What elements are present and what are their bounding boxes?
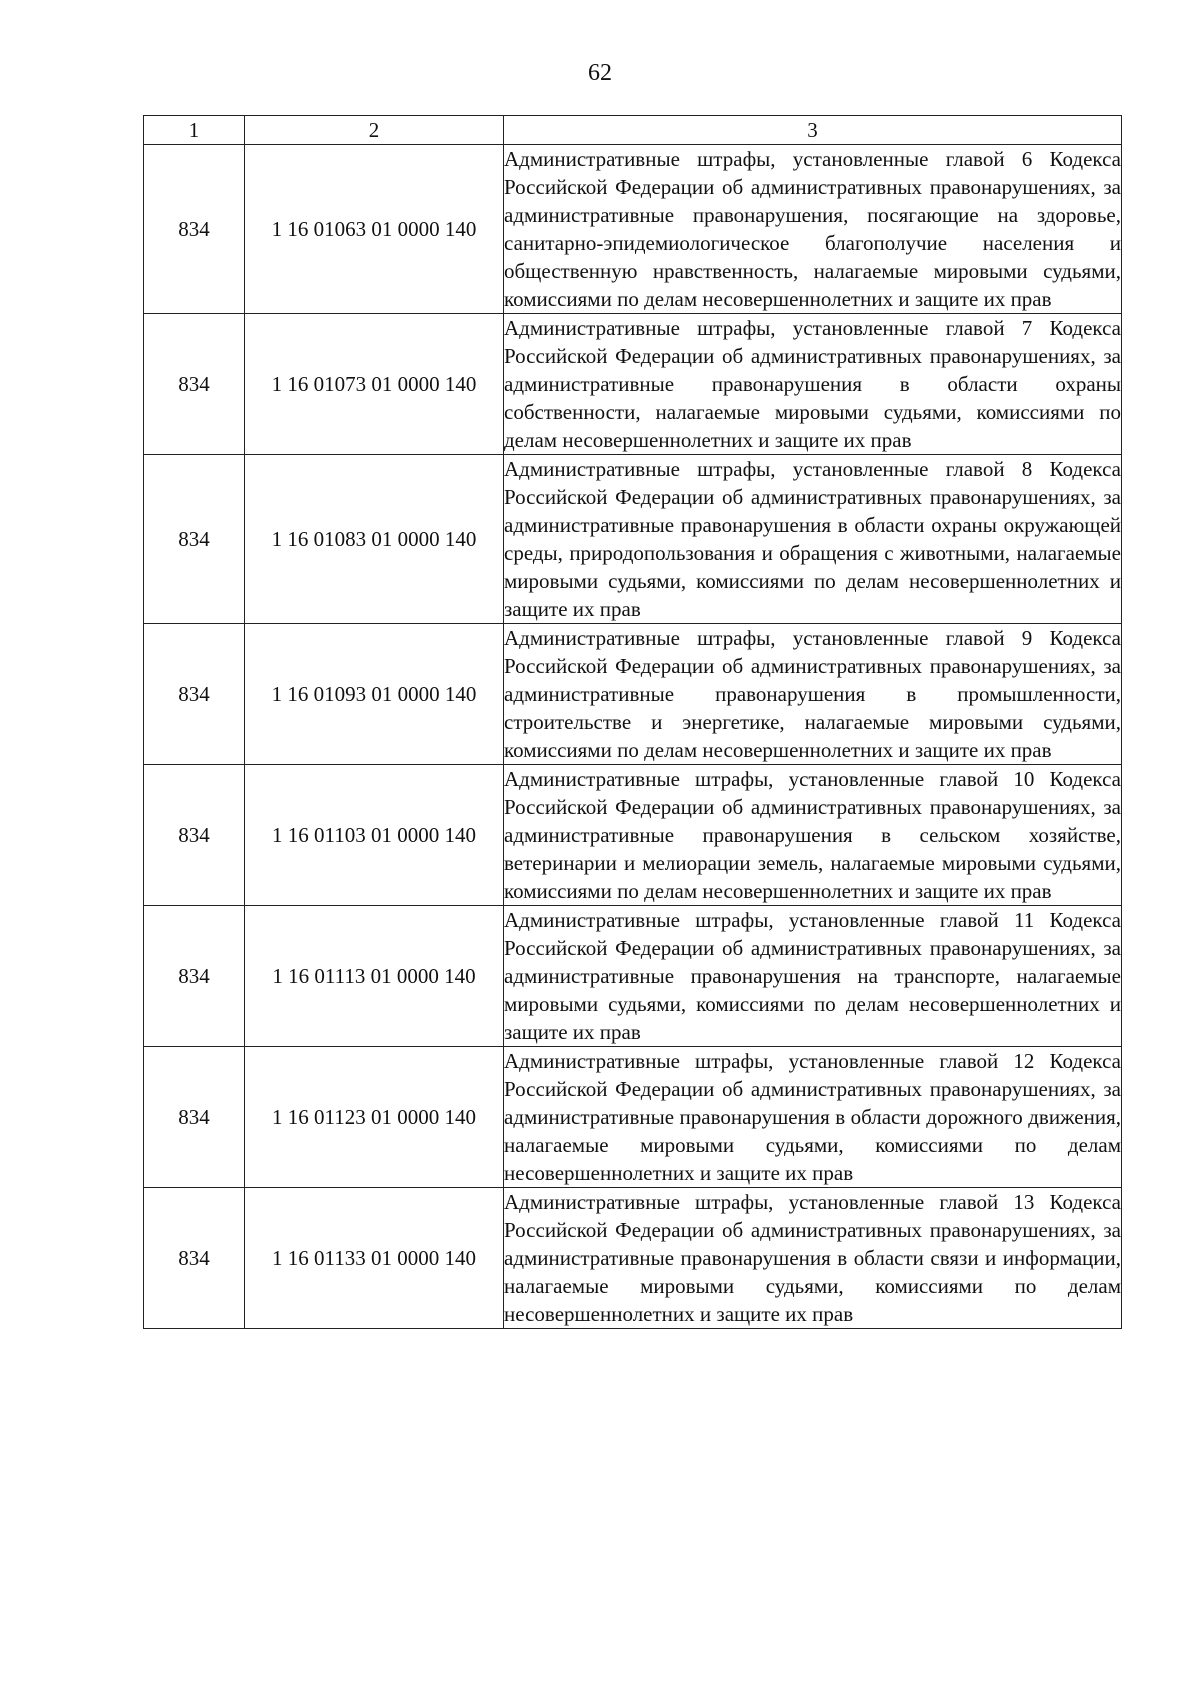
kbk-code-cell: 1 16 01113 01 0000 140	[245, 906, 504, 1047]
table-row	[144, 624, 1122, 765]
table-row	[144, 314, 1122, 455]
admin-code-cell: 834	[144, 145, 245, 314]
description-cell: Административные штрафы, установленные главой 7 Кодекса Российской Федерации об административных правонарушениях, за административные правонарушения в области охраны собственности, налагаемые мировыми судьями, комиссиями по делам несовершеннолетних и защите их прав	[504, 314, 1122, 455]
table-row	[144, 906, 1122, 1047]
revenue-codes-table	[143, 115, 1122, 1329]
description-cell: Административные штрафы, установленные главой 10 Кодекса Российской Федерации об административных правонарушениях, за административные правонарушения в сельском хозяйстве, ветеринарии и мелиорации земель, налагаемые мировыми судьями, комиссиями по делам несовершеннолетних и защите их прав	[504, 765, 1122, 906]
admin-code-cell: 834	[144, 1188, 245, 1329]
table-row	[144, 455, 1122, 624]
table-row	[144, 145, 1122, 314]
table-row	[144, 1188, 1122, 1329]
kbk-code-cell: 1 16 01073 01 0000 140	[245, 314, 504, 455]
description-cell: Административные штрафы, установленные главой 12 Кодекса Российской Федерации об административных правонарушениях, за административные правонарушения в области дорожного движения, налагаемые мировыми судьями, комиссиями по делам несовершеннолетних и защите их прав	[504, 1047, 1122, 1188]
admin-code-cell: 834	[144, 314, 245, 455]
kbk-code-cell: 1 16 01133 01 0000 140	[245, 1188, 504, 1329]
column-header-1: 1	[144, 116, 245, 145]
column-header-2: 2	[245, 116, 504, 145]
admin-code-cell: 834	[144, 906, 245, 1047]
kbk-code-cell: 1 16 01083 01 0000 140	[245, 455, 504, 624]
table-header-row	[144, 116, 1122, 145]
table-row	[144, 765, 1122, 906]
admin-code-cell: 834	[144, 765, 245, 906]
description-cell: Административные штрафы, установленные главой 11 Кодекса Российской Федерации об административных правонарушениях, за административные правонарушения на транспорте, налагаемые мировыми судьями, комиссиями по делам несовершеннолетних и защите их прав	[504, 906, 1122, 1047]
column-header-3: 3	[504, 116, 1122, 145]
admin-code-cell: 834	[144, 455, 245, 624]
admin-code-cell: 834	[144, 624, 245, 765]
admin-code-cell: 834	[144, 1047, 245, 1188]
kbk-code-cell: 1 16 01063 01 0000 140	[245, 145, 504, 314]
kbk-code-cell: 1 16 01103 01 0000 140	[245, 765, 504, 906]
page-number: 62	[588, 60, 612, 86]
kbk-code-cell: 1 16 01093 01 0000 140	[245, 624, 504, 765]
description-cell: Административные штрафы, установленные главой 13 Кодекса Российской Федерации об административных правонарушениях, за административные правонарушения в области связи и информации, налагаемые мировыми судьями, комиссиями по делам несовершеннолетних и защите их прав	[504, 1188, 1122, 1329]
table-row	[144, 1047, 1122, 1188]
description-cell: Административные штрафы, установленные главой 6 Кодекса Российской Федерации об административных правонарушениях, за административные правонарушения, посягающие на здоровье, санитарно-эпидемиологическое благополучие населения и общественную нравственность, налагаемые мировыми судьями, комиссиями по делам несовершеннолетних и защите их прав	[504, 145, 1122, 314]
description-cell: Административные штрафы, установленные главой 8 Кодекса Российской Федерации об административных правонарушениях, за административные правонарушения в области охраны окружающей среды, природопользования и обращения с животными, налагаемые мировыми судьями, комиссиями по делам несовершеннолетних и защите их прав	[504, 455, 1122, 624]
description-cell: Административные штрафы, установленные главой 9 Кодекса Российской Федерации об административных правонарушениях, за административные правонарушения в промышленности, строительстве и энергетике, налагаемые мировыми судьями, комиссиями по делам несовершеннолетних и защите их прав	[504, 624, 1122, 765]
kbk-code-cell: 1 16 01123 01 0000 140	[245, 1047, 504, 1188]
